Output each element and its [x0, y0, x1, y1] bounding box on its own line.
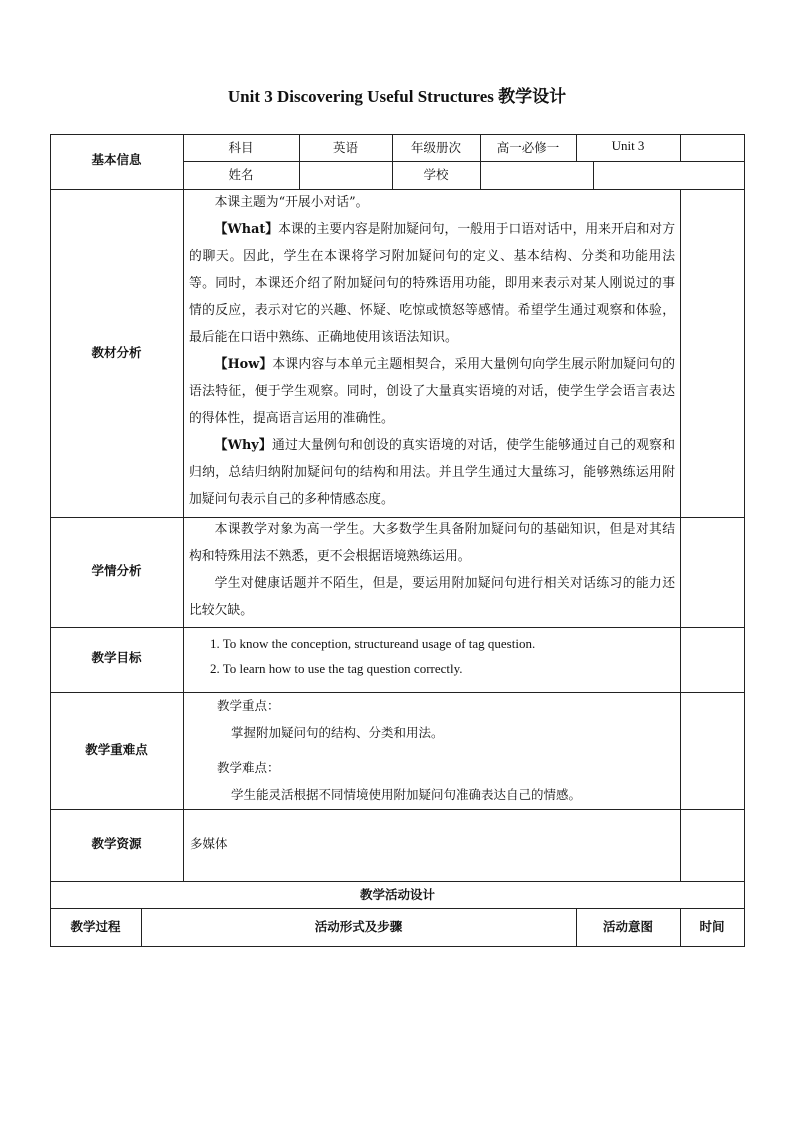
name-label: 姓名: [228, 167, 254, 182]
unit-value: Unit 3: [611, 138, 645, 153]
why-tag: 【Why】: [214, 438, 272, 453]
focus-label: 教学重点：: [217, 698, 280, 713]
key-points-label: 教学重难点: [85, 742, 148, 757]
how-text: 本课内容与本单元主题相契合，采用大量例句向学生展示附加疑问句的语法特征，便于学生观察。同时，创设了大量真实语境的对话，使学生学会语言表达的得体性，提高语言运用的准确性。: [189, 357, 675, 426]
goal-item-2: 2. To learn how to use the tag question correctly.: [210, 661, 463, 676]
col-intent: 活动意图: [602, 919, 653, 934]
difficulty-label: 教学难点：: [217, 760, 280, 775]
materials-what: [189, 216, 675, 351]
col-time: 时间: [699, 919, 725, 934]
materials-how: [189, 351, 675, 432]
subject-label: 科目: [228, 140, 254, 155]
materials-intro: 本课主题为“开展小对话”。: [214, 195, 369, 210]
grade-label: 年级册次: [410, 140, 461, 155]
activity-title: 教学活动设计: [359, 887, 435, 902]
students-p2: 学生对健康话题并不陌生，但是，要运用附加疑问句进行相关对话练习的能力还比较欠缺。: [189, 576, 675, 618]
basic-info-label: 基本信息: [91, 152, 142, 167]
goals-label: 教学目标: [91, 650, 142, 665]
students-p1: 本课教学对象为高一学生。大多数学生具备附加疑问句的基础知识，但是对其结构和特殊用法不熟悉，更不会根据语境熟练运用。: [189, 522, 675, 564]
difficulty-text: 学生能灵活根据不同情境使用附加疑问句准确表达自己的情感。: [231, 787, 582, 802]
subject-value: 英语: [332, 140, 358, 155]
col-process: 教学过程: [70, 919, 121, 934]
materials-content: [189, 189, 675, 513]
why-text: 通过大量例句和创设的真实语境的对话，使学生能够通过自己的观察和归纳，总结归纳附加疑问句的结构和用法。并且学生通过大量练习，能够熟练运用附加疑问句表示自己的多种情感态度。: [189, 438, 675, 507]
what-text: 本课的主要内容是附加疑问句，一般用于口语对话中，用来开启和对方的聊天。因此，学生在本课将学习附加疑问句的定义、基本结构、分类和功能用法等。同时，本课还介绍了附加疑问句的特殊语用功能，即用来表示对某人刚说过的事情的反应，表示对它的兴趣、怀疑、吃惊或愤怒等感情。希望学生通过观察和体验，最后能在口语中熟练、正确地使用该语法知识。: [189, 222, 675, 345]
col-steps: 活动形式及步骤: [314, 919, 403, 934]
document-title: Unit 3 Discovering Useful Structures 教学设计: [227, 87, 567, 106]
grade-value: 高一必修一: [496, 140, 560, 155]
materials-why: [189, 432, 675, 513]
school-label: 学校: [423, 167, 449, 182]
focus-text: 掌握附加疑问句的结构、分类和用法。: [231, 725, 444, 740]
students-content: [189, 516, 675, 624]
resources-label: 教学资源: [91, 836, 142, 851]
goal-item-1: 1. To know the conception, structureand usage of tag question.: [210, 636, 536, 651]
materials-label: 教材分析: [91, 345, 142, 360]
students-label: 学情分析: [91, 563, 142, 578]
how-tag: 【How】: [214, 357, 273, 372]
what-tag: 【What】: [214, 222, 279, 237]
resources-value: 多媒体: [190, 836, 228, 851]
